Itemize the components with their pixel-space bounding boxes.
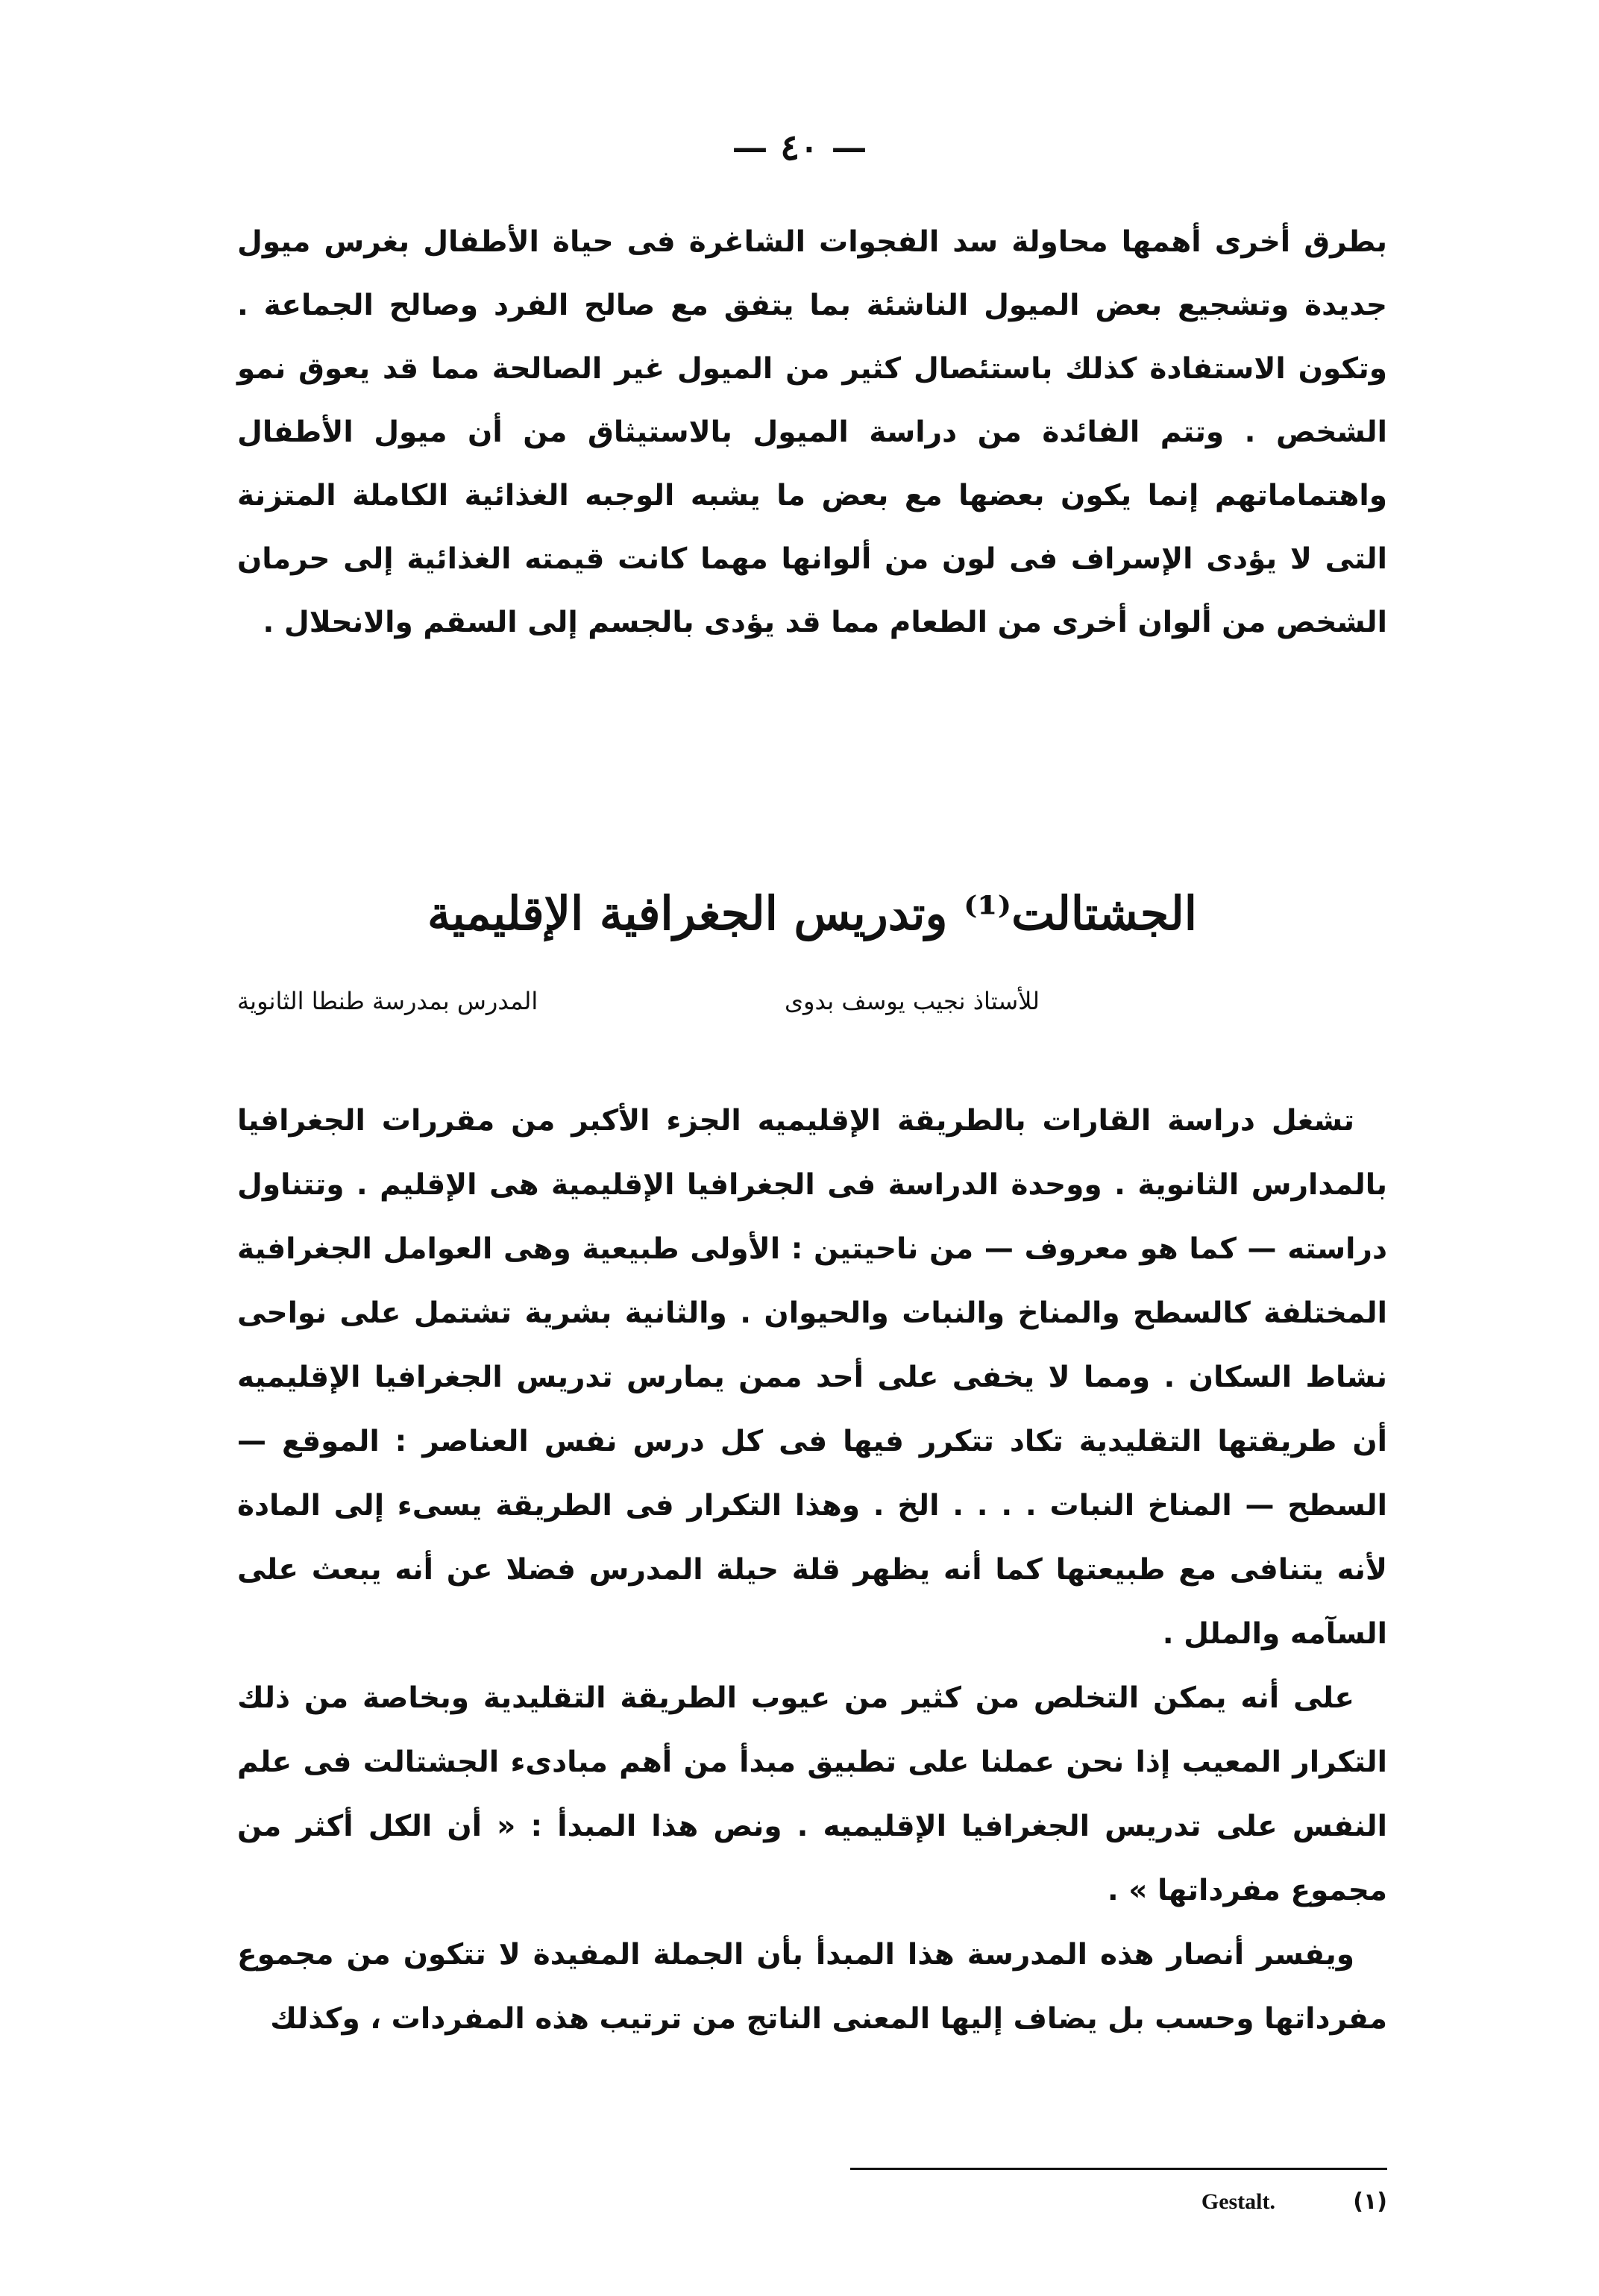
author-name: للأستاذ نجيب يوسف بدوى — [784, 987, 1040, 1015]
footnote — [1104, 2180, 1387, 2224]
byline — [237, 979, 1387, 1023]
continued-paragraph: بطرق أخرى أهمها محاولة سد الفجوات الشاغرة فى حياة الأطفال بغرس ميول جديدة وتشجيع بعض الميول الناشئة بما يتفق مع صالح الفرد وصالح الجماعة . وتكون الاستفادة كذلك باستئصال كثير من الميول غير الصالحة مما قد يعوق نمو الشخص . وتتم الفائدة من دراسة الميول بالاستيثاق من أن ميول الأطفال واهتماماتهم إنما يكون بعضها مع بعض ما يشبه الوجبه الغذائية الكاملة المتزنة التى لا يؤدى الإسراف فى لون من ألوانها مهما كانت قيمته الغذائية إلى حرمان الشخص من ألوان أخرى من الطعام مما قد يؤدى بالجسم إلى السقم والانحلال . — [237, 225, 1387, 639]
footnote-marker: (١) — [1353, 2189, 1387, 2215]
footnote-divider — [850, 2168, 1387, 2170]
body-paragraph-3: ويفسر أنصار هذه المدرسة هذا المبدأ بأن الجملة المفيدة لا تتكون من مجموع مفرداتها وحسب بل يضاف إليها المعنى الناتج من ترتيب هذه المفردات ، وكذلك — [237, 1938, 1387, 2036]
page-number: — ٤٠ — — [732, 127, 867, 169]
body-paragraph-2: على أنه يمكن التخلص من كثير من عيوب الطريقة التقليدية وبخاصة من ذلك التكرار المعيب إذا نحن عملنا على تطبيق مبدأ من أهم مبادىء الجشتالت فى علم النفس على تدريس الجغرافيا الإقليميه . ونص هذا المبدأ : « أن الكل أكثر من مجموع مفرداتها » . — [237, 1681, 1387, 1907]
article-body — [237, 1089, 1387, 2051]
article-title: الجشتالت⁽¹⁾ وتدريس الجغرافية الإقليمية — [427, 886, 1197, 941]
footnote-text: Gestalt. — [1201, 2189, 1275, 2214]
author-affiliation: المدرس بمدرسة طنطا الثانوية — [237, 987, 538, 1015]
body-paragraph-1: تشغل دراسة القارات بالطريقة الإقليميه الجزء الأكبر من مقررات الجغرافيا بالمدارس الثانوية . ووحدة الدراسة فى الجغرافيا الإقليمية هى الإقليم . وتتناول دراسته — كما هو معروف — من ناحيتين : الأولى طبيعية وهى العوامل الجغرافية المختلفة كالسطح والمناخ والنبات والحيوان . والثانية بشرية تشتمل على نواحى نشاط السكان . ومما لا يخفى على أحد ممن يمارس تدريس الجغرافيا الإقليميه أن طريقتها التقليدية تكاد تتكرر فيها فى كل درس نفس العناصر : الموقع — السطح — المناخ النبات . . . . الخ . وهذا التكرار فى الطريقة يسىء إلى المادة لأنه يتنافى مع طبيعتها كما أنه يظهر قلة حيلة المدرس فضلا عن أنه يبعث على السآمه والملل . — [237, 1104, 1387, 1651]
